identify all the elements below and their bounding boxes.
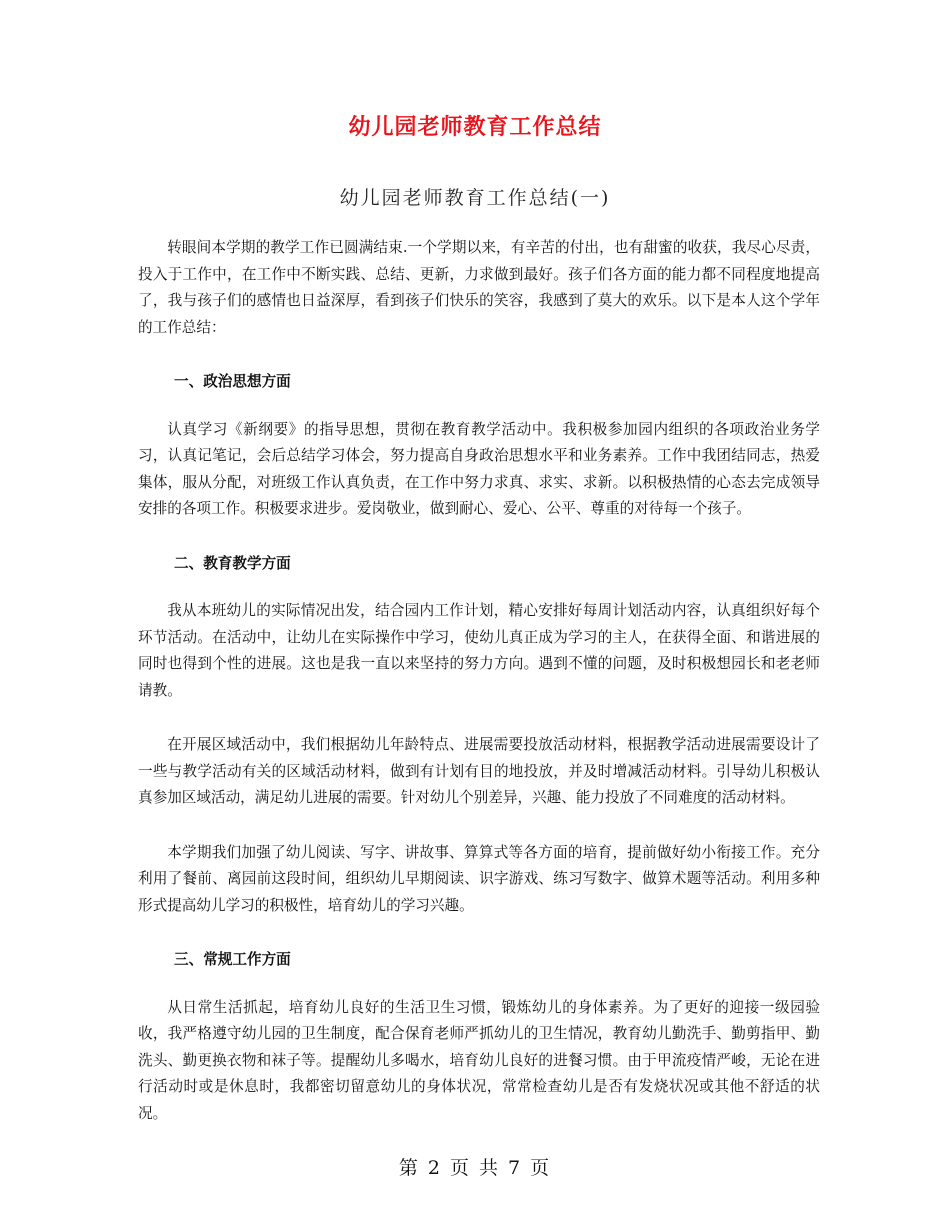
paragraph-teaching-1: 我从本班幼儿的实际情况出发，结合园内工作计划，精心安排好每周计划活动内容，认真组织好每个环节活动。在活动中，让幼儿在实际操作中学习，使幼儿真正成为学习的主人，在获得全面、和谐进展的同时也得到个性的进展。这也是我一直以来坚持的努力方向。遇到不懂的问题，及时积极想园长和老老师请教。: [138, 602, 820, 699]
document-title: 幼儿园老师教育工作总结: [348, 114, 602, 140]
paragraph-routine: 从日常生活抓起，培育幼儿良好的生活卫生习惯，锻炼幼儿的身体素养。为了更好的迎接一级园验收，我严格遵守幼儿园的卫生制度，配合保育老师严抓幼儿的卫生情况，教育幼儿勤洗手、勤剪指甲、勤洗头、勤更换衣物和袜子等。提醒幼儿多喝水，培育幼儿良好的进餐习惯。由于甲流疫情严峻，无论在进行活动时或是休息时，我都密切留意幼儿的身体状况，常常检查幼儿是否有发烧状况或其他不舒适的状况。: [138, 998, 820, 1122]
document-subtitle: 幼儿园老师教育工作总结(一): [339, 187, 611, 209]
paragraph-teaching-2: 在开展区域活动中，我们根据幼儿年龄特点、进展需要投放活动材料，根据教学活动进展需要设计了一些与教学活动有关的区域活动材料，做到有计划有目的地投放，并及时增减活动材料。引导幼儿积极认真参加区域活动，满足幼儿进展的需要。针对幼儿个别差异，兴趣、能力投放了不同难度的活动材料。: [138, 736, 820, 806]
section-heading-routine: 三、常规工作方面: [174, 951, 291, 968]
document-body: [138, 235, 820, 1155]
section-heading-politics: 一、政治思想方面: [174, 373, 291, 390]
section-heading-teaching: 二、教育教学方面: [174, 554, 291, 572]
page-number-footer: 第 2 页 共 7 页: [398, 1157, 552, 1179]
paragraph-teaching-3: 本学期我们加强了幼儿阅读、写字、讲故事、算算式等各方面的培育，提前做好幼小衔接工作。充分利用了餐前、离园前这段时间，组织幼儿早期阅读、识字游戏、练习写数字、做算术题等活动。利用多种形式提高幼儿学习的积极性，培育幼儿的学习兴趣。: [138, 843, 820, 914]
paragraph-politics: 认真学习《新纲要》的指导思想，贯彻在教育教学活动中。我积极参加园内组织的各项政治业务学习，认真记笔记，会后总结学习体会，努力提高自身政治思想水平和业务素养。工作中我团结同志，热爱集体，服从分配，对班级工作认真负责，在工作中努力求真、求实、求新。以积极热情的心态去完成领导安排的各项工作。积极要求进步。爱岗敬业，做到耐心、爱心、公平、尊重的对待每一个孩子。: [138, 420, 820, 517]
paragraph-intro: 转眼间本学期的教学工作已圆满结束.一个学期以来，有辛苦的付出，也有甜蜜的收获，我尽心尽责，投入于工作中，在工作中不断实践、总结、更新，力求做到最好。孩子们各方面的能力都不同程度地提高了，我与孩子们的感情也日益深厚，看到孩子们快乐的笑容，我感到了莫大的欢乐。以下是本人这个学年的工作总结：: [138, 239, 820, 336]
